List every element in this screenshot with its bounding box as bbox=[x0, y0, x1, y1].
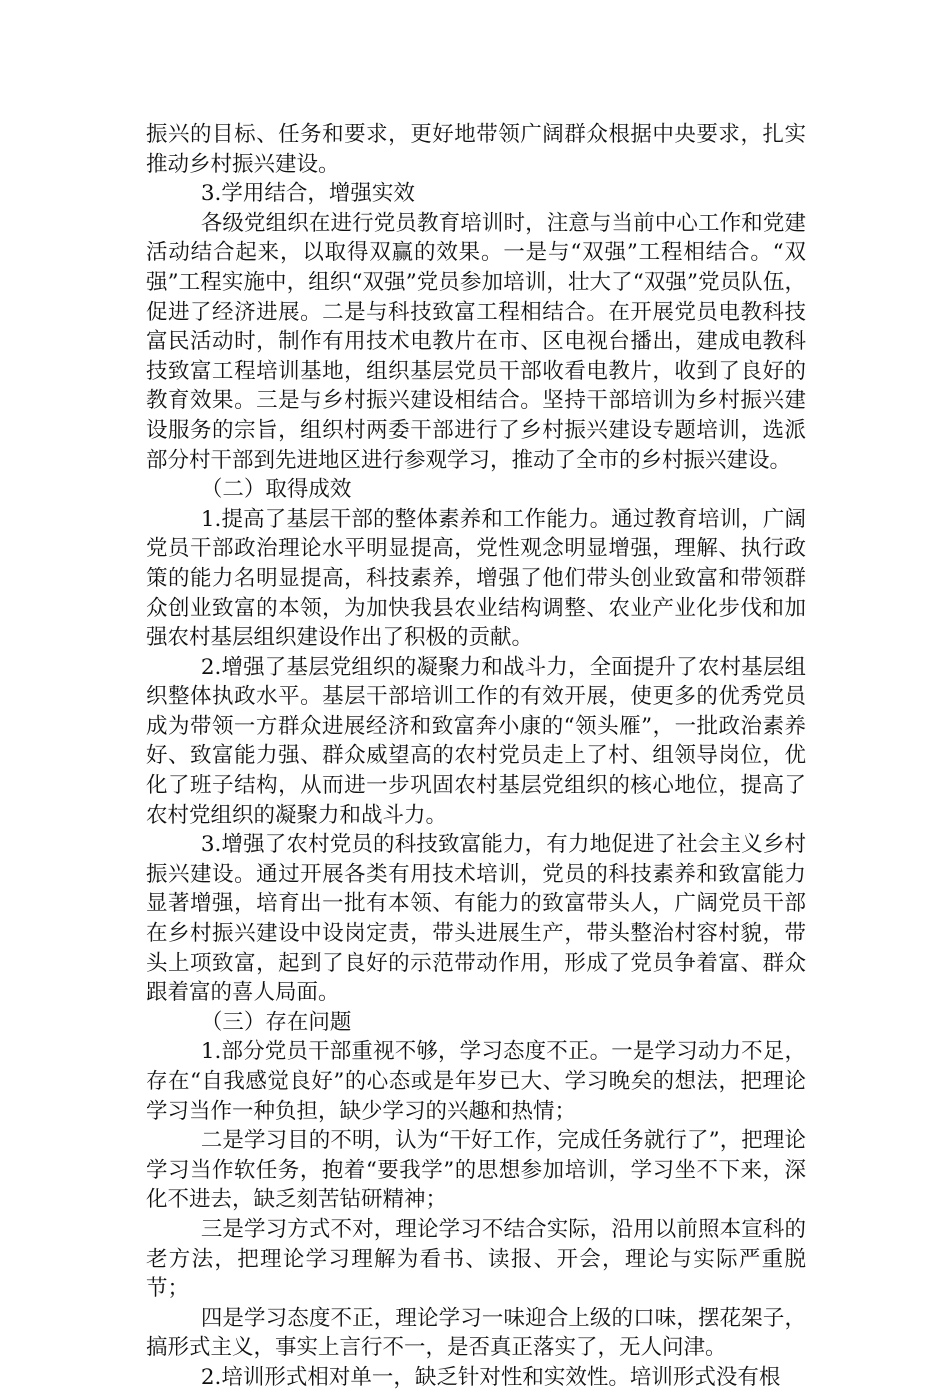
paragraph-body: 2.培训形式相对单一，缺乏针对性和实效性。培训形式没有根 bbox=[200, 1364, 781, 1390]
paragraph-continuation: 振兴的目标、任务和要求，更好地带领广阔群众根据中央要求，扎实推动乡村振兴建设。 bbox=[146, 122, 806, 177]
section-heading-problems: （三）存在问题 bbox=[200, 1009, 352, 1035]
paragraph-body: 各级党组织在进行党员教育培训时，注意与当前中心工作和党建活动结合起来，以取得双赢的效果。一是与“双强”工程相结合。“双强”工程实施中，组织“双强”党员参加培训，壮大了“双强”党员队伍，促进了经济进展。二是与科技致富工程相结合。在开展党员电教科技富民活动时，制作有用技术电教片在市、区电视台播出，建成电教科技致富工程培训基地，组织基层党员干部收看电教片，收到了良好的教育效果。三是与乡村振兴建设相结合。坚持干部培训为乡村振兴建设服务的宗旨，组织村两委干部进行了乡村振兴建设专题培训，选派部分村干部到先进地区进行参观学习，推动了全市的乡村振兴建设。 bbox=[146, 210, 806, 473]
paragraph-body: 二是学习目的不明，认为“干好工作，完成任务就行了”，把理论学习当作软任务，抱着“要我学”的思想参加培训，学习坐不下来，深化不进去，缺乏刻苦钻研精神； bbox=[146, 1128, 806, 1213]
section-heading-study-and-apply: 3.学用结合，增强实效 bbox=[200, 181, 415, 207]
paragraph-body: 3.增强了农村党员的科技致富能力，有力地促进了社会主义乡村振兴建设。通过开展各类有用技术培训，党员的科技素养和致富能力显著增强，培育出一批有本领、有能力的致富带头人，广阔党员干部在乡村振兴建设中设岗定责，带头进展生产，带头整治村容村貌，带头上项致富，起到了良好的示范带动作用，形成了党员争着富、群众跟着富的喜人局面。 bbox=[146, 832, 806, 1006]
paragraph-body: 四是学习态度不正，理论学习一味迎合上级的口味，摆花架子，搞形式主义，事实上言行不一，是否真正落实了，无人问津。 bbox=[146, 1305, 806, 1361]
paragraph-body: 三是学习方式不对，理论学习不结合实际，沿用以前照本宣科的老方法，把理论学习理解为看书、读报、开会，理论与实际严重脱节； bbox=[146, 1216, 806, 1302]
section-heading-achievements: （二）取得成效 bbox=[200, 477, 352, 503]
paragraph-body: 1.提高了基层干部的整体素养和工作能力。通过教育培训，广阔党员干部政治理论水平明显提高，党性观念明显增强，理解、执行政策的能力名明显提高，科技素养，增强了他们带头创业致富和带领群众创业致富的本领，为加快我县农业结构调整、农业产业化步伐和加强农村基层组织建设作出了积极的贡献。 bbox=[146, 506, 806, 651]
document-page bbox=[146, 120, 806, 1393]
paragraph-body: 2.增强了基层党组织的凝聚力和战斗力，全面提升了农村基层组织整体执政水平。基层干部培训工作的有效开展，使更多的优秀党员成为带领一方群众进展经济和致富奔小康的“领头雁”，一批政治素养好、致富能力强、群众威望高的农村党员走上了村、组领导岗位，优化了班子结构，从而进一步巩固农村基层党组织的核心地位，提高了农村党组织的凝聚力和战斗力。 bbox=[146, 654, 806, 828]
paragraph-body: 1.部分党员干部重视不够，学习态度不正。一是学习动力不足，存在“自我感觉良好”的心态或是年岁已大、学习晚矣的想法，把理论学习当作一种负担，缺少学习的兴趣和热情； bbox=[146, 1039, 806, 1124]
